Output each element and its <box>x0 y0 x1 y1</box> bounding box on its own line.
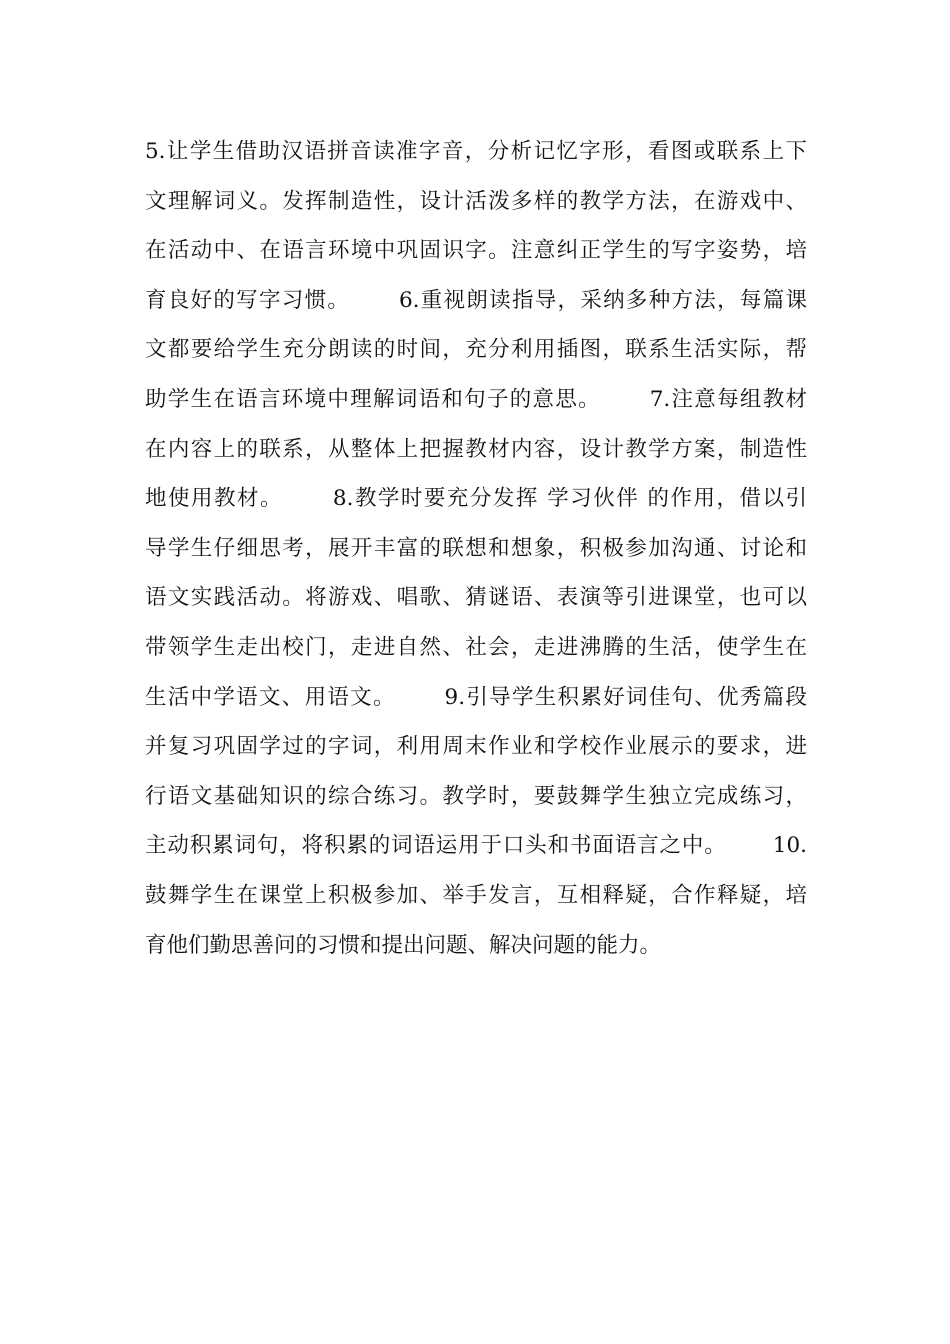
text-line: 育他们勤思善问的习惯和提出问题、解决问题的能力。 <box>145 932 662 958</box>
text-line: 并复习巩固学过的字词，利用周末作业和学校作业展示的要求，进 <box>145 734 807 760</box>
text-line: 文理解词义。发挥制造性，设计活泼多样的教学方法，在游戏中、 <box>145 188 807 214</box>
text-line: 在活动中、在语言环境中巩固识字。注意纠正学生的写字姿势，培 <box>145 238 807 264</box>
text-line: 语文实践活动。将游戏、唱歌、猜谜语、表演等引进课堂，也可以 <box>145 585 807 611</box>
text-line: 主动积累词句，将积累的词语运用于口头和书面语言之中。 10. <box>145 833 807 859</box>
text-line: 带领学生走出校门，走进自然、社会，走进沸腾的生活，使学生在 <box>145 634 807 660</box>
text-line: 文都要给学生充分朗读的时间，充分利用插图，联系生活实际，帮 <box>145 337 807 363</box>
text-line: 育良好的写字习惯。 6.重视朗读指导，采纳多种方法，每篇课 <box>145 287 807 313</box>
text-line: 5.让学生借助汉语拼音读准字音，分析记忆字形，看图或联系上下 <box>145 139 807 164</box>
text-line: 地使用教材。 8.教学时要充分发挥 学习伙伴 的作用，借以引 <box>145 486 807 512</box>
body-text <box>145 134 807 977</box>
text-line: 生活中学语文、用语文。 9.引导学生积累好词佳句、优秀篇段 <box>145 684 807 710</box>
text-line: 鼓舞学生在课堂上积极参加、举手发言，互相释疑，合作释疑，培 <box>145 882 807 908</box>
text-line: 行语文基础知识的综合练习。教学时，要鼓舞学生独立完成练习， <box>145 783 807 809</box>
text-line: 助学生在语言环境中理解词语和句子的意思。 7.注意每组教材 <box>145 386 807 412</box>
text-line: 在内容上的联系，从整体上把握教材内容，设计教学方案，制造性 <box>145 436 807 462</box>
text-line: 导学生仔细思考，展开丰富的联想和想象，积极参加沟通、讨论和 <box>145 535 807 561</box>
